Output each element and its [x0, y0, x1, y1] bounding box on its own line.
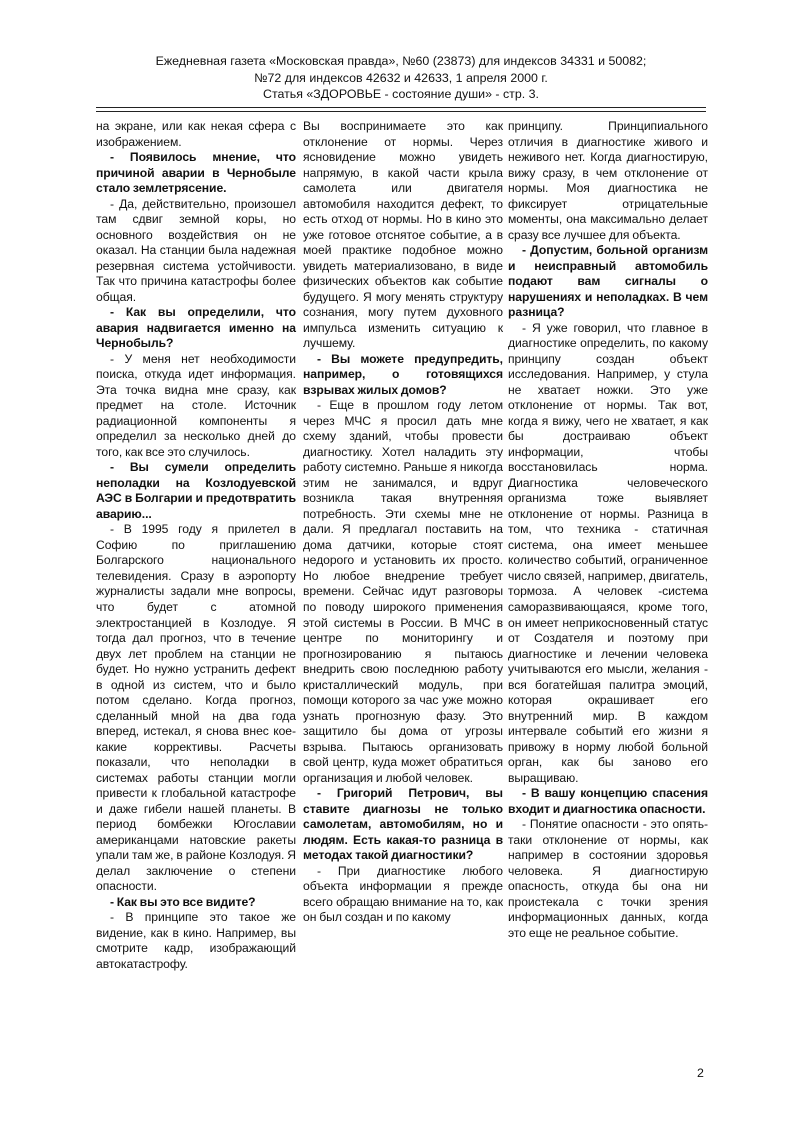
- interview-question: - В вашу концепцию спасения входит и диагностика опасности.: [508, 786, 708, 816]
- body-paragraph: - Я уже говорил, что главное в диагностике определить, по какому принципу создан объект исследования. Например, у стула не хватает ножки. Это уже отклонение от нормы. Так вот, когда я вижу, чего не хватает, я как бы достраиваю объект информации, чтобы восстановилась норма. Диагностика человеческого организма тоже выявляет отклонение от нормы. Разница в том, что техника - статичная система, она имеет меньшее количество событий, ограниченное число связей, например, двигатель, тормоза. А человек -система саморазвивающаяся, кроме того, он имеет неприкосновенный статус от Создателя и поэтому при диагностике и лечении человека учитываются его мысли, желания - вся богатейшая палитра эмоций, которая окрашивает его внутренний мир. В каждом интервале событий его жизни я привожу в норму любой больной орган, как бы заново его выращиваю.: [508, 320, 708, 785]
- interview-question: - Как вы определили, что авария надвигается именно на Чернобыль?: [96, 305, 296, 351]
- header-line-indexes: №72 для индексов 42632 и 42633, 1 апреля 2000 г.: [254, 70, 548, 85]
- body-paragraph: Вы воспринимаете это как отклонение от нормы. Через ясновидение можно увидеть напрямую, в какой части крыла самолета или двигателя автомобиля находится дефект, то есть отход от нормы. Но в кино это уже готовое отснятое событие, а в моей практике подобное можно увидеть материализовано, в виде физических объектов как событие будущего. Я могу менять структуру сознания, могу путем духовного импульса изменить ситуацию к лучшему.: [303, 119, 503, 351]
- header-rule-top: [96, 107, 706, 108]
- text-column-1: [96, 119, 296, 972]
- body-paragraph: - В принципе это такое же видение, как в кино. Например, вы смотрите кадр, изображающий автокатастрофу.: [96, 910, 296, 971]
- header-rule-bottom: [96, 111, 706, 112]
- body-paragraph: на экране, или как некая сфера с изображением.: [96, 119, 296, 149]
- body-paragraph: - У меня нет необходимости поиска, откуда идет информация. Эта точка видна мне сразу, как предмет на столе. Источник радиационной компоненты я определил за несколько дней до того, как все это случилось.: [96, 351, 296, 459]
- body-paragraph: - Еще в прошлом году летом через МЧС я просил дать мне схему зданий, чтобы провести диагностику. Хотел наладить эту работу системно. Раньше я никогда этим не занимался, и вдруг возникла такая внутренняя потребность. Эти схемы мне не дали. Я предлагал поставить на дома датчики, которые стоят недорого и установить их просто. Но любое внедрение требует времени. Сейчас идут разговоры по поводу широкого применения этой системы в России. В МЧС в центре по мониторингу и прогнозированию я пытаюсь внедрить свою последнюю работу кристаллический модуль, при помощи которого за час уже можно узнать прогнозную фазу. Это защитило бы дома от угрозы взрыва. Пытаюсь организовать свой центр, куда может обратиться организация и любой человек.: [303, 398, 503, 785]
- body-paragraph: - Да, действительно, произошел там сдвиг земной коры, но основного воздействия он не оказал. На станции была надежная резервная система устойчивости. Так что причина катастрофы более общая.: [96, 196, 296, 304]
- text-column-2: [303, 119, 503, 926]
- interview-question: - Григорий Петрович, вы ставите диагнозы не только самолетам, автомобилям, но и людям. Есть какая-то разница в методах такой диагностики?: [303, 786, 503, 863]
- interview-question: - Допустим, больной организм и неисправный автомобиль подают вам сигналы о нарушениях и неполадках. В чем разница?: [508, 243, 708, 320]
- body-paragraph: - Понятие опасности - это опять-таки отклонение от нормы, как например в состоянии здоровья человека. Я диагностирую опасность, откуда бы она ни проистекала с точки зрения информационных данных, когда это еще не реальное событие.: [508, 817, 708, 940]
- body-paragraph: - В 1995 году я прилетел в Софию по приглашению Болгарского национального телевидения. Сразу в аэропорту журналисты задали мне вопросы, что будет с атомной электростанцией в Козлодуе. Я тогда дал прогноз, что в течение двух лет проблем на станции не будет. Но нужно устранить дефект в одной из систем, что и было потом сделано. Когда прогноз, сделанный мной на два года вперед, истекал, я снова внес кое-какие коррективы. Расчеты показали, что неполадки в системах работы станции могли привести к глобальной катастрофе и даже гибели нашей планеты. В период бомбежки Югославии американцами натовские ракеты упали там же, в районе Козлодуя. Я делал заключение о степени опасности.: [96, 522, 296, 894]
- body-paragraph: принципу. Принципиального отличия в диагностике живого и неживого нет. Когда диагностирую, вижу сразу, в чем отклонение от нормы. Моя диагностика не фиксирует отрицательные моменты, она максимально делает сразу все лучшее для объекта.: [508, 119, 708, 242]
- interview-question: - Вы можете предупредить, например, о готовящихся взрывах жилых домов?: [303, 351, 503, 397]
- header-line-publication: Ежедневная газета «Московская правда», №60 (23873) для индексов 34331 и 50082;: [155, 54, 647, 68]
- text-column-3: [508, 119, 708, 941]
- interview-question: - Появилось мнение, что причиной аварии в Чернобыле стало землетрясение.: [96, 150, 296, 196]
- page-number: 2: [697, 1066, 704, 1080]
- interview-question: - Вы сумели определить неполадки на Козлодуевской АЭС в Болгарии и предотвратить аварию...: [96, 460, 296, 521]
- header-line-article: Статья «ЗДОРОВЬЕ - состояние души» - стр. 3.: [263, 87, 539, 101]
- body-paragraph: - При диагностике любого объекта информации я прежде всего обращаю внимание на то, как он был создан и по какому: [303, 863, 503, 925]
- document-header: [96, 53, 706, 103]
- interview-question: - Как вы это все видите?: [110, 894, 256, 909]
